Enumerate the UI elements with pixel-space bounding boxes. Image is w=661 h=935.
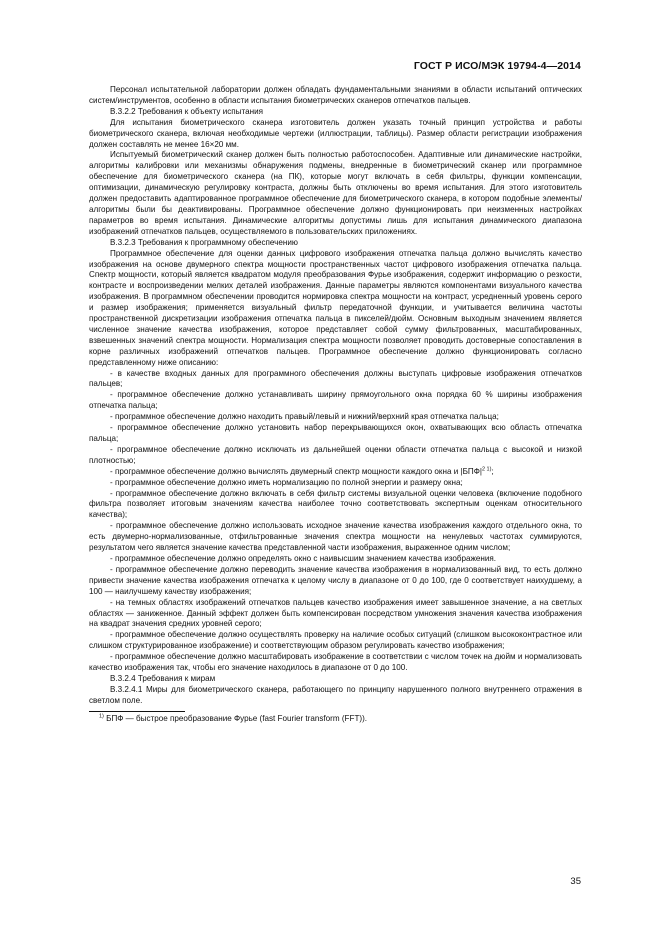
list-item: - программное обеспечение должно устанавливать ширину прямоугольного окна порядка 60 % ширины изображения отпечатка пальца; — [89, 390, 582, 411]
list-item: - программное обеспечение должно иметь нормализацию по полной энергии и размеру окна; — [110, 477, 463, 487]
section-heading: В.3.2.4 Требования к мирам — [110, 673, 216, 683]
paragraph: Для испытания биометрического сканера изготовитель должен указать точный принцип устройства и работы биометрического сканера, включая необходимые чертежи (иллюстрации, таблицы). Размер области регистрации изображения должен составлять не менее 16×20 мм. — [89, 117, 582, 149]
list-item: - программное обеспечение должно находить правый/левый и нижний/верхний края отпечатка пальца; — [110, 412, 499, 422]
fft-item-text: - программное обеспечение должно вычислять двумерный спектр мощности каждого окна и |БПФ| — [110, 466, 482, 476]
list-item: - программное обеспечение должно включать в себя фильтр системы визуальной оценки человека (включение подобного фильтра позволяет итоговым значениям качества наиболее точно соответствовать экспертным оценкам относительного качества); — [89, 488, 582, 520]
list-item-fft — [89, 467, 582, 478]
document-body — [89, 85, 582, 725]
list-item: - программное обеспечение должно исключать из дальнейшей оценки области отпечатка пальца с высокой и низкой плотностью; — [89, 444, 582, 465]
list-item: - программное обеспечение должно определять окно с наивысшим значением качества изображения. — [110, 553, 497, 563]
list-item: - программное обеспечение должно осуществлять проверку на наличие особых ситуаций (слишком высококонтрастное или слишком структурированное изображение) и соответствующим образом регулировать качество изображения; — [89, 630, 582, 651]
paragraph: Персонал испытательной лаборатории должен обладать фундаментальными знаниями в области испытаний оптических систем/инструментов, особенно в области испытания биометрических сканеров отпечатков пальцев. — [89, 85, 582, 105]
paragraph: Испытуемый биометрический сканер должен быть полностью работоспособен. Адаптивные или динамические настройки, алгоритмы калибровки или механизмы обнаружения подмены, внедренные в биометрический сканер или программное обеспечение для биометрического сканера (на ПК), которые могут включать в себя фильтры, функции компенсации, оптимизации, динамическую регулировку контраста, должны быть отключены во время испытания. Для этого изготовитель должен предоставить адаптированное программное обеспечение для биометрического сканера, в котором подобные элементы/алгоритмы были бы деактивированы. Программное обеспечение должно функционировать при неизменных настройках параметров во время испытания. Динамические алгоритмы допустимы лишь для испытания динамического диапазона изображений отпечатков пальцев, осуществляемого в пользовательских приложениях. — [89, 150, 582, 236]
paragraph: В.3.2.4.1 Миры для биометрического сканера, работающего по принципу нарушенного полного внутреннего отражения в светлом поле. — [89, 684, 582, 705]
list-item: - программное обеспечение должно масштабировать изображение в соответствии с числом точек на дюйм и нормализовать качество изображения так, чтобы его значение находилось в диапазоне от 0 до 100. — [89, 652, 582, 673]
footnote-superscript: 2 1) — [481, 466, 492, 473]
paragraph: Программное обеспечение для оценки данных цифрового изображения отпечатка пальца должно вычислять качество изображения на основе двумерного спектра мощности пространственных частот цифрового изображения отпечатка пальца. Спектр мощности, который является квадратом модуля преобразования Фурье изображения, содержит информацию о резкости, контрасте и воспроизведении мелких деталей изображения. Данные параметры являются компонентами визуального качества изображения. В программном обеспечении проводится нормировка спектра мощности на контраст, усредненный уровень серого и размер изображения; применяется визуальный фильтр передаточной функции, и учитывается величина частоты пространственной дискретизации изображения отпечатка пальца в пикселей/дюйм. Основным выходным значением является численное значение качества изображения, которое представляет собой сумму фильтрованных, масштабированных, взвешенных значений спектра мощности. Нормализация спектра мощности позволяет проводить достоверные сопоставления в корне различных изображений отпечатков пальцев. Программное обеспечение должно функционировать согласно представленному ниже описанию: — [89, 248, 582, 367]
list-item: - в качестве входных данных для программного обеспечения должны выступать цифровые изображения отпечатков пальцев; — [89, 368, 582, 389]
footnote — [89, 714, 582, 725]
section-heading: В.3.2.2 Требования к объекту испытания — [110, 106, 263, 116]
section-heading: В.3.2.3 Требования к программному обеспечению — [110, 237, 298, 247]
list-item: - на темных областях изображений отпечатков пальцев качество изображения имеет завышенное значение, а на светлых областях — заниженное. Данный эффект должен быть компенсирован посредством умножения значения качества изображения на квадрат значения средних уровней серого; — [89, 597, 582, 629]
fft-item-suffix: ; — [491, 466, 494, 476]
list-item: - программное обеспечение должно переводить значение качества изображения в нормализованный вид, то есть должно привести значение качества изображения отпечатка к целому числу в диапазоне от 0 до 100, где 0 соответствует наихудшему, а 100 — наилучшему качеству изображения; — [89, 564, 582, 596]
footnote-text: БПФ — быстрое преобразование Фурье (fast Fourier transform (FFT)). — [103, 713, 368, 723]
standard-header: ГОСТ Р ИСО/МЭК 19794-4—2014 — [413, 60, 581, 72]
list-item: - программное обеспечение должно установить набор перекрывающихся окон, охватывающих всю область отпечатка пальца; — [89, 423, 582, 443]
page-number: 35 — [570, 876, 581, 887]
footnote-divider — [89, 711, 185, 712]
footnote-marker: 1) — [99, 712, 104, 719]
list-item: - программное обеспечение должно использовать исходное значение качества изображения каждого отдельного окна, то есть двумерно-нормализованные, отфильтрованные значения спектра мощности на ненулевых частотах суммируются, результатом чего является значение качества представленной части изображения, выраженное одним числом; — [89, 521, 582, 553]
